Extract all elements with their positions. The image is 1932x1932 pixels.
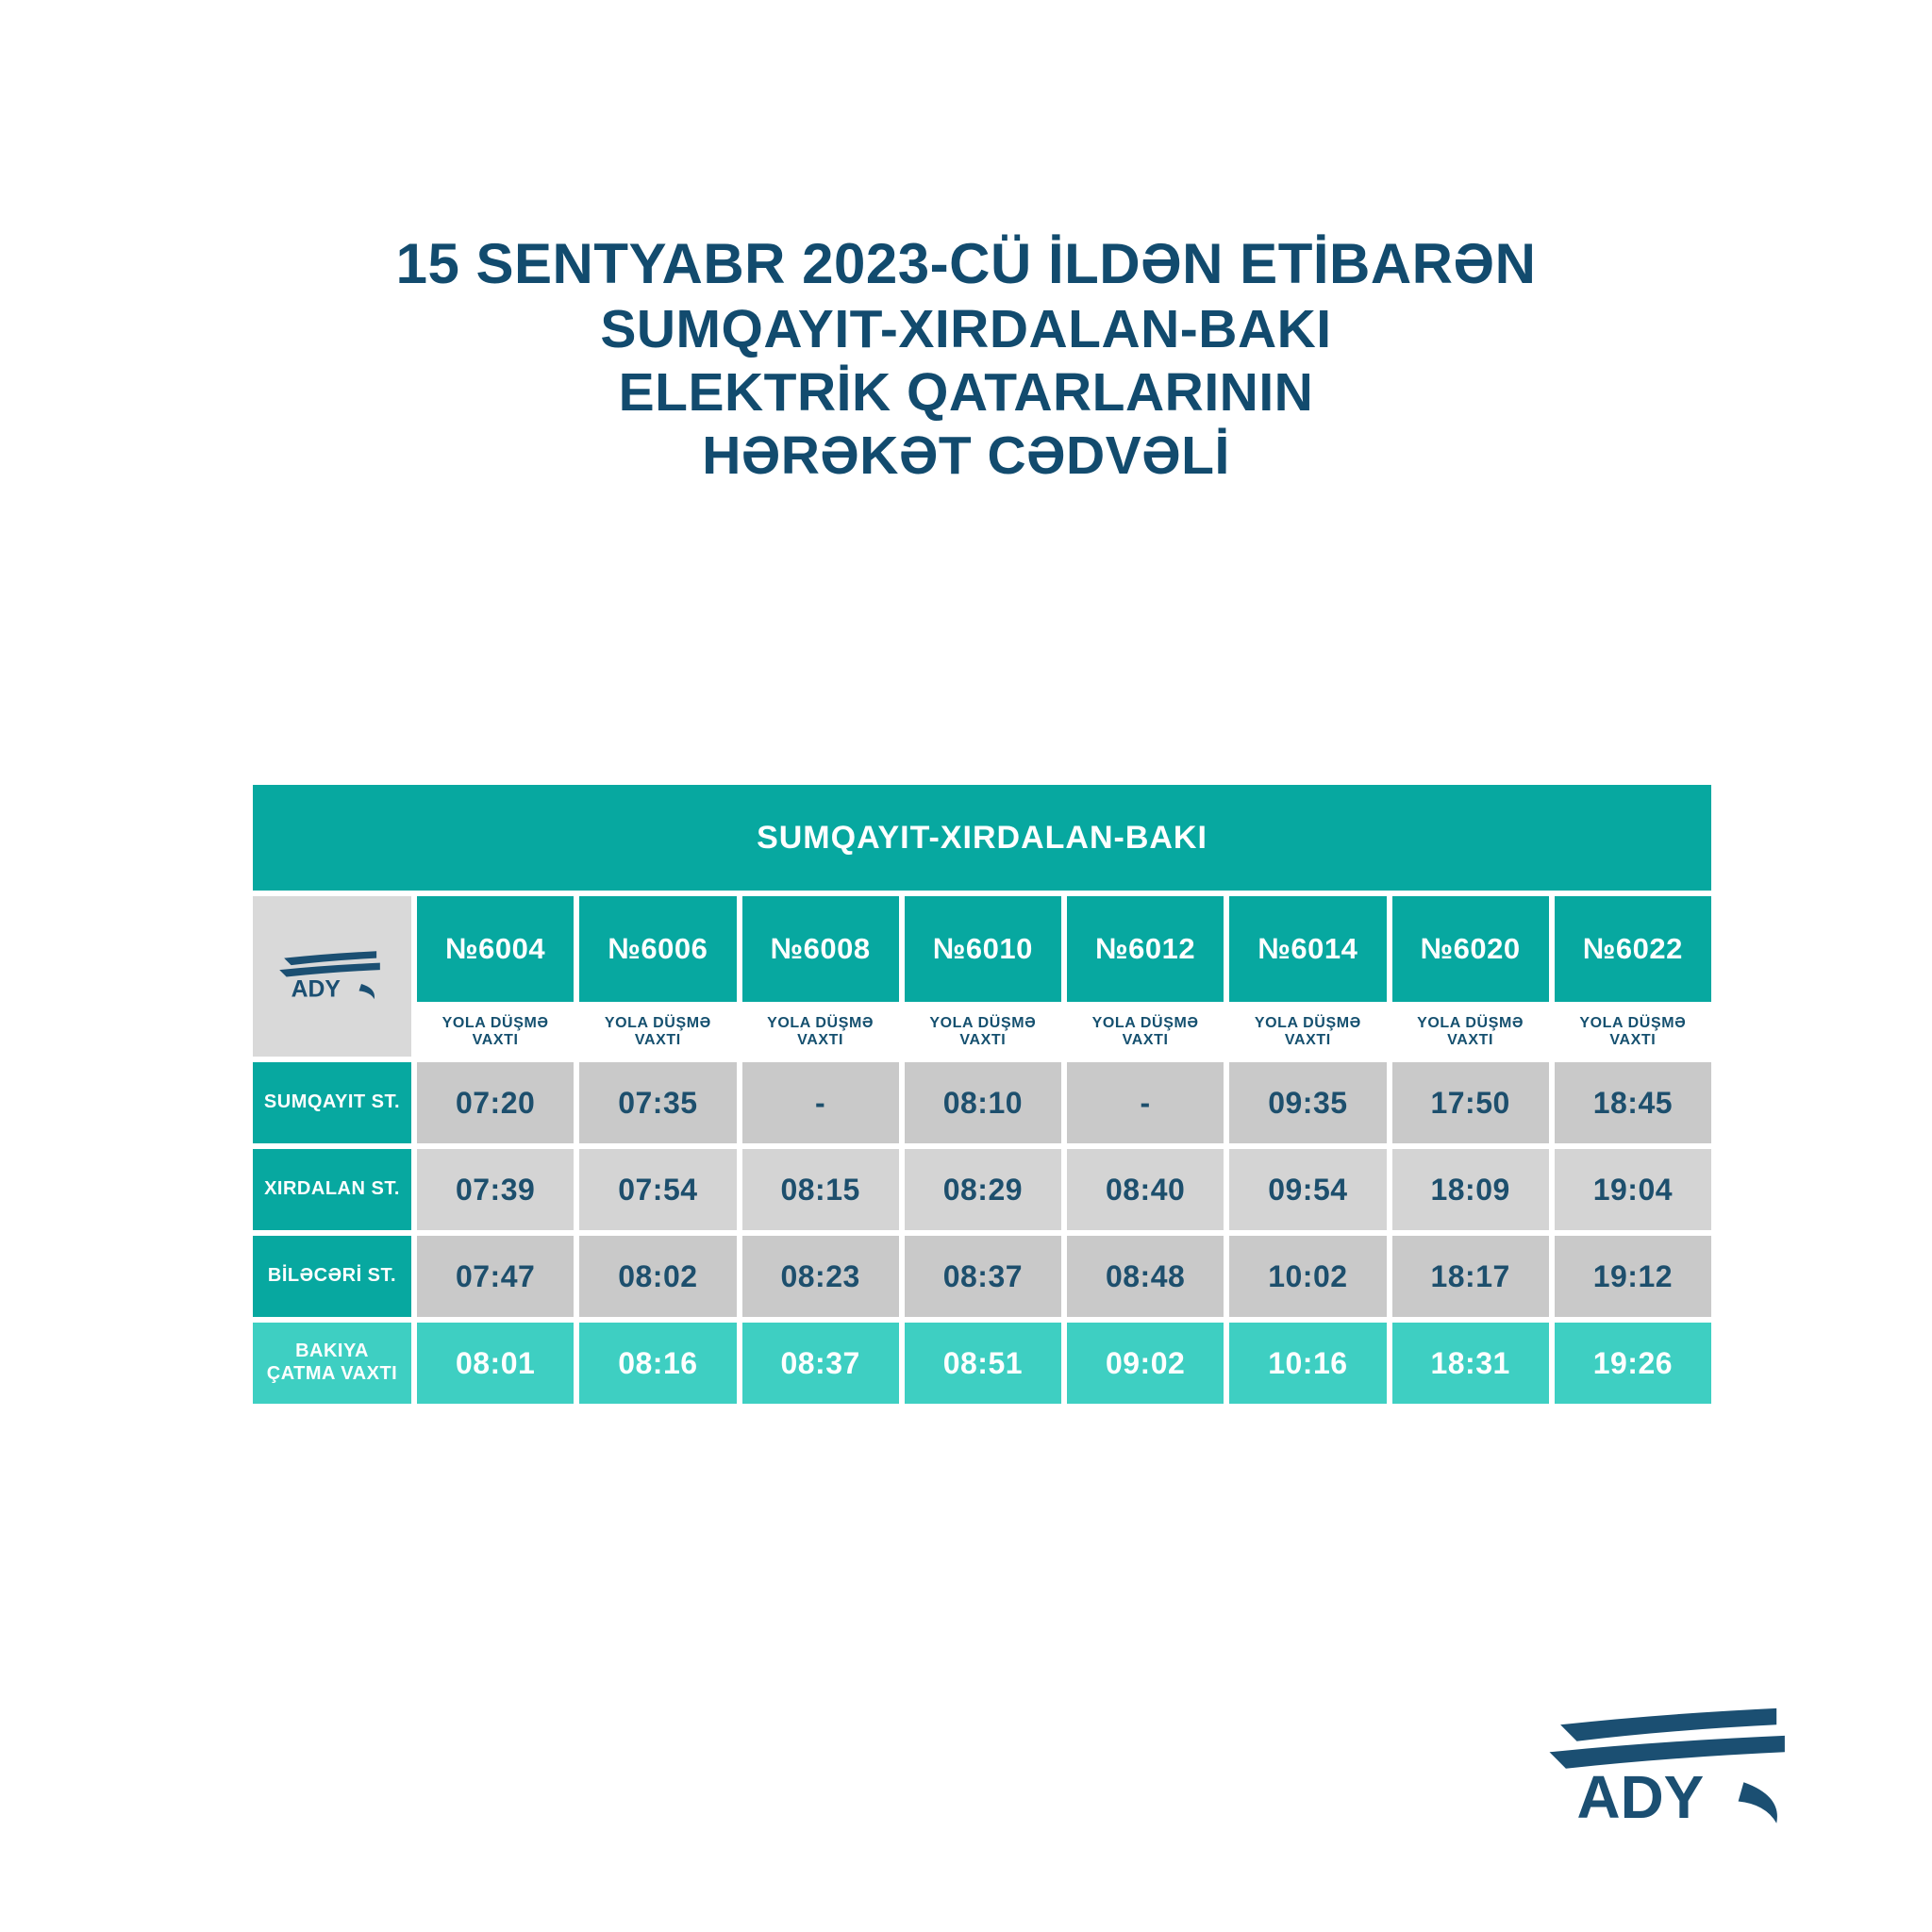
table-cell-time: - [1067,1062,1224,1143]
table-cell-time: 19:04 [1555,1149,1711,1230]
table-cell-time: 08:37 [905,1236,1061,1317]
table-cell-time: 18:17 [1392,1236,1549,1317]
departure-label: YOLA DÜŞMƏ VAXTI [417,1008,574,1057]
departure-label: YOLA DÜŞMƏ VAXTI [1555,1008,1711,1057]
station-label: SUMQAYIT ST. [253,1062,411,1143]
table-cell-time: 07:54 [579,1149,736,1230]
timetable-grid [253,896,1711,1404]
table-cell-time: 18:09 [1392,1149,1549,1230]
table-cell-time: 18:31 [1392,1323,1549,1404]
svg-text:ADY: ADY [1576,1762,1705,1828]
table-cell-time: 10:02 [1229,1236,1386,1317]
table-cell-time: 07:39 [417,1149,574,1230]
table-cell-time: 08:51 [905,1323,1061,1404]
train-number: №6020 [1392,896,1549,1002]
table-cell-time: 19:26 [1555,1323,1711,1404]
table-cell-time: 19:12 [1555,1236,1711,1317]
svg-text:ADY: ADY [291,976,341,1003]
table-cell-time: 08:10 [905,1062,1061,1143]
timetable [253,785,1711,1404]
route-header: SUMQAYIT-XIRDALAN-BAKI [253,785,1711,891]
table-cell-time: 08:01 [417,1323,574,1404]
train-number: №6008 [742,896,899,1002]
page-title [0,231,1932,489]
table-cell-time: 10:16 [1229,1323,1386,1404]
table-cell-time: 17:50 [1392,1062,1549,1143]
train-number: №6010 [905,896,1061,1002]
table-cell-time: 08:15 [742,1149,899,1230]
station-label: BİLƏCƏRİ ST. [253,1236,411,1317]
departure-label: YOLA DÜŞMƏ VAXTI [579,1008,736,1057]
ady-logo-footer-icon [1536,1706,1809,1829]
train-number: №6022 [1555,896,1711,1002]
table-cell-time: 09:02 [1067,1323,1224,1404]
ady-logo-icon [253,896,411,1057]
table-cell-time: 07:35 [579,1062,736,1143]
title-line-4: HƏRƏKƏT CƏDVƏLİ [702,425,1230,487]
departure-label: YOLA DÜŞMƏ VAXTI [1067,1008,1224,1057]
title-line-2: SUMQAYIT-XIRDALAN-BAKI [600,298,1332,359]
departure-label: YOLA DÜŞMƏ VAXTI [742,1008,899,1057]
table-cell-time: 08:02 [579,1236,736,1317]
table-cell-time: 08:48 [1067,1236,1224,1317]
title-line-3: ELEKTRİK QATARLARININ [618,362,1314,424]
station-label-arrival: BAKIYA ÇATMA VAXTI [253,1323,411,1404]
table-cell-time: 18:45 [1555,1062,1711,1143]
train-number: №6014 [1229,896,1386,1002]
table-cell-time: 08:23 [742,1236,899,1317]
train-number: №6004 [417,896,574,1002]
table-cell-time: 08:29 [905,1149,1061,1230]
table-cell-time: 09:35 [1229,1062,1386,1143]
train-number: №6006 [579,896,736,1002]
table-cell-time: 08:16 [579,1323,736,1404]
departure-label: YOLA DÜŞMƏ VAXTI [905,1008,1061,1057]
table-cell-time: 08:40 [1067,1149,1224,1230]
table-cell-time: 07:20 [417,1062,574,1143]
title-line-1: 15 SENTYABR 2023-CÜ İLDƏN ETİBARƏN [395,232,1537,295]
station-label: XIRDALAN ST. [253,1149,411,1230]
table-cell-time: 07:47 [417,1236,574,1317]
table-cell-time: 08:37 [742,1323,899,1404]
departure-label: YOLA DÜŞMƏ VAXTI [1392,1008,1549,1057]
train-number: №6012 [1067,896,1224,1002]
departure-label: YOLA DÜŞMƏ VAXTI [1229,1008,1386,1057]
table-cell-time: 09:54 [1229,1149,1386,1230]
table-cell-time: - [742,1062,899,1143]
